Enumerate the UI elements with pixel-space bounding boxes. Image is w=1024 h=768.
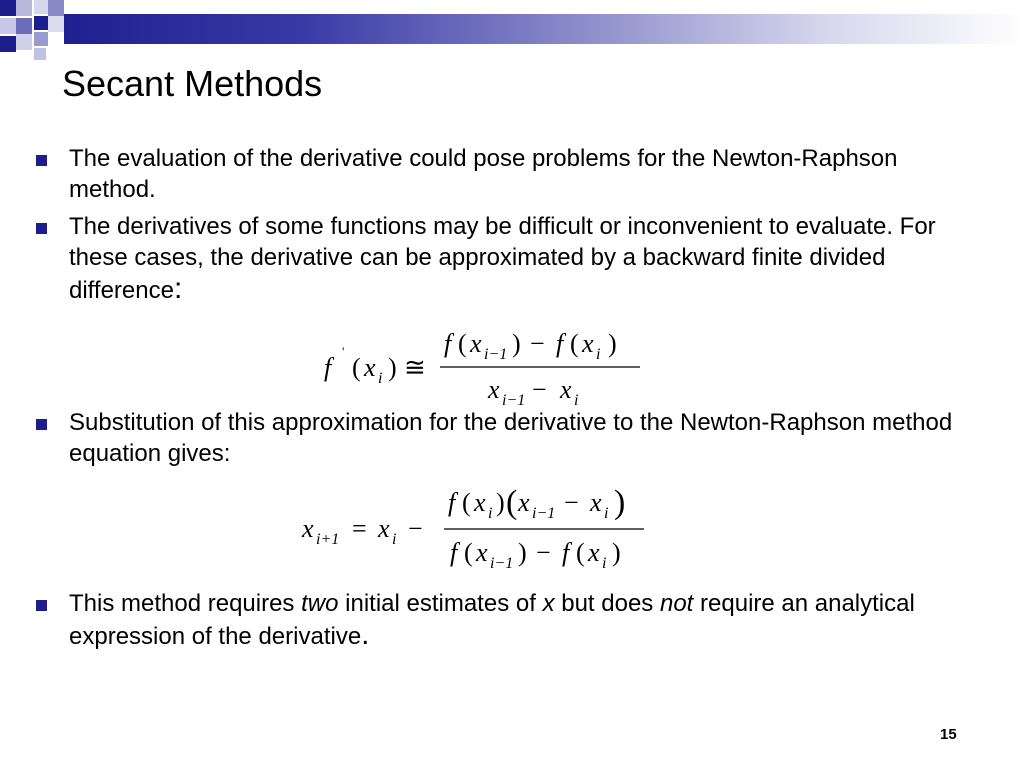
eq1-f: f bbox=[324, 353, 332, 382]
eq2-den-sub-i: i bbox=[602, 555, 607, 572]
eq2-den-x: x bbox=[476, 538, 488, 567]
header-band bbox=[64, 14, 1024, 44]
bullet-text: The evaluation of the derivative could pose problems for the Newton-Raphson method. bbox=[69, 145, 898, 203]
eq1-den-sub-im1: i−1 bbox=[502, 392, 526, 409]
bullet-list-3 bbox=[30, 588, 990, 652]
corner-square-dark bbox=[34, 16, 48, 30]
corner-square-light bbox=[0, 18, 16, 34]
bullet-item bbox=[30, 588, 990, 652]
secant-iteration-equation bbox=[300, 483, 660, 583]
eq2-num-x2: x bbox=[518, 488, 530, 517]
corner-square-light bbox=[34, 0, 48, 14]
eq1-num-f2: f bbox=[556, 329, 564, 358]
eq2-num-sub-i2: i bbox=[604, 505, 609, 522]
eq1-sub-i: i bbox=[378, 370, 383, 387]
eq1-num-lparen2: ( bbox=[570, 329, 579, 358]
eq2-num-sub-im1: i−1 bbox=[532, 505, 556, 522]
corner-square-mid bbox=[34, 32, 48, 46]
bullet-period: . bbox=[361, 618, 370, 651]
eq1-x: x bbox=[364, 353, 376, 382]
bullet-square-icon bbox=[36, 223, 47, 234]
eq2-den-x2: x bbox=[588, 538, 600, 567]
eq1-den-x2: x bbox=[560, 375, 572, 404]
eq2-xi: x bbox=[378, 514, 390, 543]
bullet-colon: : bbox=[173, 272, 183, 305]
eq1-num-sub-i: i bbox=[596, 346, 601, 363]
eq2-den-f: f bbox=[450, 538, 458, 567]
eq1-approx: ≅ bbox=[404, 353, 426, 382]
eq1-den-sub-i: i bbox=[574, 392, 579, 409]
bullet-list bbox=[30, 143, 990, 306]
corner-square-mid bbox=[16, 18, 32, 34]
bullet-list-2 bbox=[30, 407, 990, 469]
eq1-num-rparen: ) bbox=[512, 329, 521, 358]
eq1-num-x: x bbox=[470, 329, 482, 358]
bullet-text: The derivatives of some functions may be difficult or inconvenient to evaluate. For these cases, the derivative can be approximated by a backward finite divided difference bbox=[69, 213, 936, 304]
eq2-den-rparen: ) bbox=[518, 538, 527, 567]
bullet-text: This method requires bbox=[69, 590, 302, 617]
bullet-emphasis: two bbox=[301, 590, 339, 617]
bullet-item bbox=[30, 143, 990, 205]
eq1-den-x: x bbox=[488, 375, 500, 404]
eq2-num-minus: − bbox=[564, 488, 579, 517]
corner-square-mid bbox=[48, 0, 64, 16]
bullet-text: initial estimates of bbox=[338, 590, 543, 617]
eq2-num-sub-i: i bbox=[488, 505, 493, 522]
corner-square-dark bbox=[0, 0, 16, 16]
eq2-sub-i: i bbox=[392, 531, 397, 548]
eq2-num-rparen: ) bbox=[496, 488, 505, 517]
bullet-emphasis: not bbox=[659, 590, 694, 617]
bullet-text: but does bbox=[554, 590, 660, 617]
bullet-square-icon bbox=[36, 419, 47, 430]
eq2-equals: = bbox=[352, 514, 367, 543]
eq2-num-x3: x bbox=[590, 488, 602, 517]
eq1-num-minus: − bbox=[530, 329, 545, 358]
corner-square-dark bbox=[0, 36, 16, 52]
eq2-den-lparen2: ( bbox=[576, 538, 585, 567]
bullet-item bbox=[30, 407, 990, 469]
eq1-den-minus: − bbox=[532, 375, 547, 404]
eq2-num-x: x bbox=[474, 488, 486, 517]
corner-square-light bbox=[34, 48, 46, 60]
eq1-num-sub-im1: i−1 bbox=[484, 346, 508, 363]
eq1-rparen: ) bbox=[388, 353, 397, 382]
eq2-sub-ip1: i+1 bbox=[316, 531, 340, 548]
eq1-num-x2: x bbox=[582, 329, 594, 358]
bullet-text: Substitution of this approximation for the derivative to the Newton-Raphson method equation gives: bbox=[69, 409, 953, 467]
eq2-den-rparen2: ) bbox=[612, 538, 621, 567]
eq2-num-f: f bbox=[448, 488, 456, 517]
eq2-den-lparen: ( bbox=[464, 538, 473, 567]
bullet-text: require an analytical expression of the derivative bbox=[69, 590, 915, 650]
eq2-den-sub-im1: i−1 bbox=[490, 555, 514, 572]
bullet-emphasis: x bbox=[542, 590, 555, 617]
bullet-square-icon bbox=[36, 600, 47, 611]
eq1-num-rparen2: ) bbox=[608, 329, 617, 358]
eq1-prime: ' bbox=[342, 344, 345, 359]
page-number: 15 bbox=[940, 726, 957, 743]
backward-difference-equation bbox=[318, 322, 648, 412]
slide-title: Secant Methods bbox=[62, 63, 323, 104]
corner-square-light bbox=[16, 0, 32, 16]
eq2-num-big-rparen: ) bbox=[614, 484, 626, 521]
corner-square-light bbox=[16, 34, 32, 50]
eq1-lparen: ( bbox=[352, 353, 361, 382]
eq1-num-f: f bbox=[444, 329, 452, 358]
eq2-num-lparen: ( bbox=[462, 488, 471, 517]
eq2-minus: − bbox=[408, 514, 423, 543]
eq2-num-big-lparen: ( bbox=[506, 484, 518, 521]
bullet-item bbox=[30, 211, 990, 306]
corner-square-light bbox=[48, 16, 64, 32]
eq1-num-lparen: ( bbox=[458, 329, 467, 358]
eq2-den-f2: f bbox=[562, 538, 570, 567]
eq2-den-minus: − bbox=[536, 538, 551, 567]
bullet-square-icon bbox=[36, 155, 47, 166]
eq2-x: x bbox=[302, 514, 314, 543]
